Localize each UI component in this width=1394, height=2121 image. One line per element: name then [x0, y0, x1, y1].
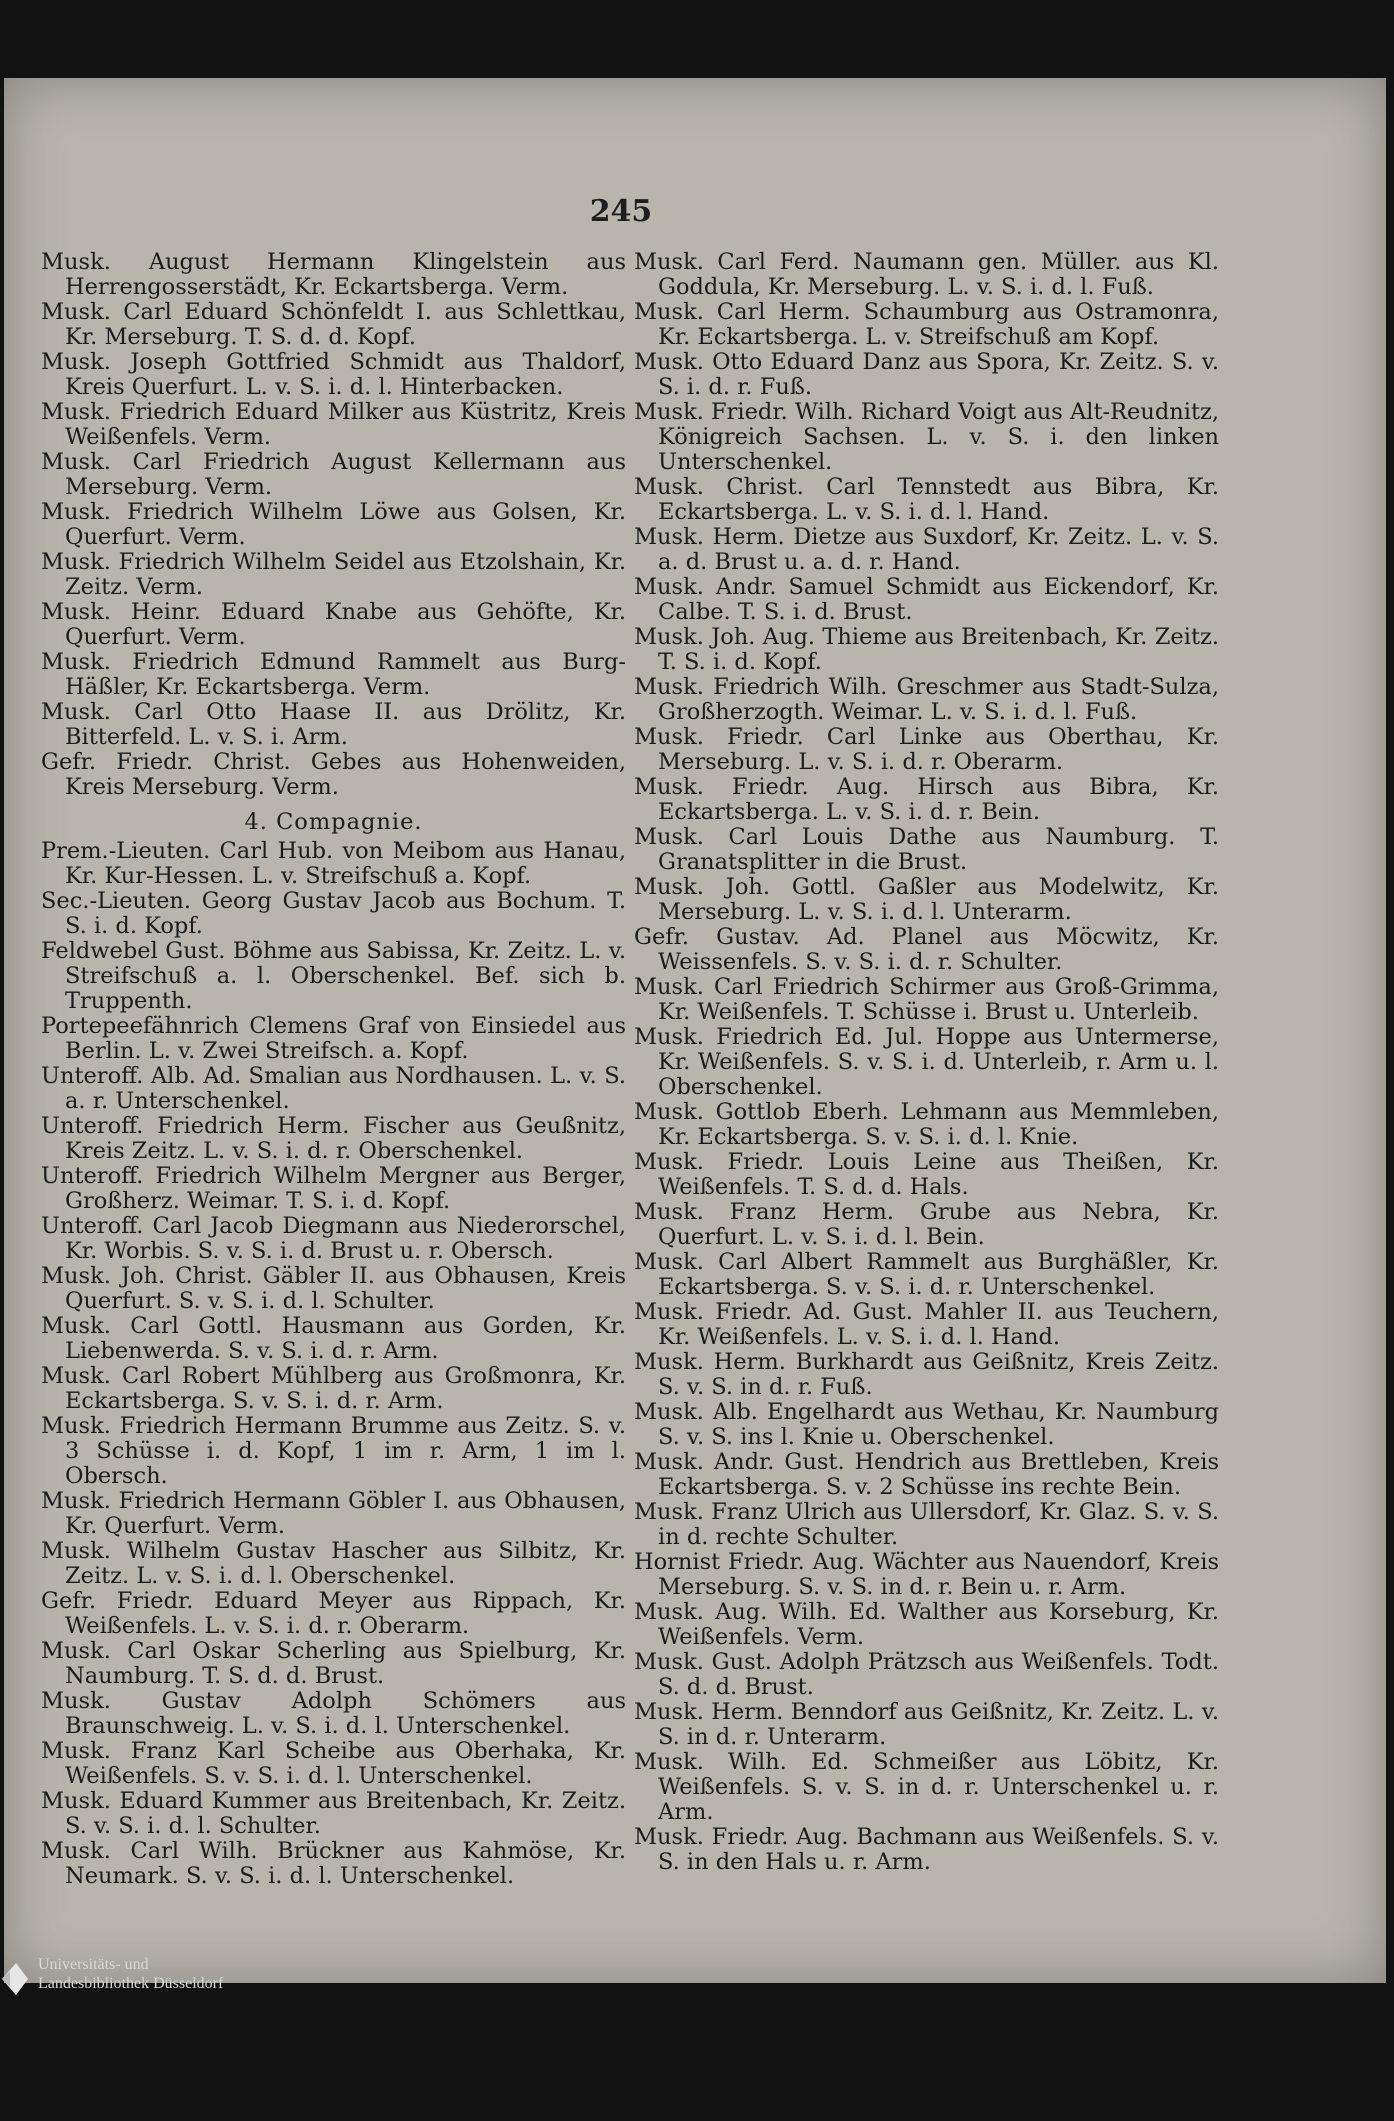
list-item: Musk. Carl Herm. Schaumburg aus Ostramonra, Kr. Eckartsberga. L. v. Streifschuß am Kopf. [634, 299, 1219, 350]
list-item: Musk. Franz Karl Scheibe aus Oberhaka, Kr. Weißenfels. S. v. S. i. d. l. Unterschenkel. [41, 1738, 626, 1789]
list-item: Unteroff. Friedrich Herm. Fischer aus Geußnitz, Kreis Zeitz. L. v. S. i. d. r. Oberschenkel. [41, 1113, 626, 1164]
list-item: Musk. Carl Otto Haase II. aus Drölitz, Kr. Bitterfeld. L. v. S. i. Arm. [41, 699, 626, 750]
list-item: Musk. Friedrich Edmund Rammelt aus Burg-Häßler, Kr. Eckartsberga. Verm. [41, 649, 626, 700]
list-item: Musk. Eduard Kummer aus Breitenbach, Kr. Zeitz. S. v. S. i. d. l. Schulter. [41, 1788, 626, 1839]
list-item: Musk. Joh. Christ. Gäbler II. aus Obhausen, Kreis Querfurt. S. v. S. i. d. l. Schulter. [41, 1263, 626, 1314]
list-item: Musk. Friedrich Hermann Brumme aus Zeitz. S. v. 3 Schüsse i. d. Kopf, 1 im r. Arm, 1 im l. Obersch. [41, 1413, 626, 1489]
list-item: Musk. Friedr. Wilh. Richard Voigt aus Alt-Reudnitz, Königreich Sachsen. L. v. S. i. den linken Unterschenkel. [634, 399, 1219, 475]
list-item: Musk. Carl Albert Rammelt aus Burghäßler, Kr. Eckartsberga. S. v. S. i. d. r. Unterschenkel. [634, 1249, 1219, 1300]
list-item: Musk. Herm. Benndorf aus Geißnitz, Kr. Zeitz. L. v. S. in d. r. Unterarm. [634, 1699, 1219, 1750]
list-item: Musk. Friedr. Carl Linke aus Oberthau, Kr. Merseburg. L. v. S. i. d. r. Oberarm. [634, 724, 1219, 775]
list-item: Gefr. Friedr. Christ. Gebes aus Hohenweiden, Kreis Merseburg. Verm. [41, 749, 626, 800]
list-item: Musk. Carl Wilh. Brückner aus Kahmöse, Kr. Neumark. S. v. S. i. d. l. Unterschenkel. [41, 1838, 626, 1889]
list-item: Musk. Friedrich Eduard Milker aus Küstritz, Kreis Weißenfels. Verm. [41, 399, 626, 450]
list-item: Hornist Friedr. Aug. Wächter aus Nauendorf, Kreis Merseburg. S. v. S. in d. r. Bein u. r. Arm. [634, 1549, 1219, 1600]
list-item: Musk. Friedrich Ed. Jul. Hoppe aus Untermerse, Kr. Weißenfels. S. v. S. i. d. Unterleib, r. Arm u. l. Oberschenkel. [634, 1024, 1219, 1100]
list-item: Musk. Wilh. Ed. Schmeißer aus Löbitz, Kr. Weißenfels. S. v. S. in d. r. Unterschenkel u. r. Arm. [634, 1749, 1219, 1825]
list-item: Musk. Joh. Gottl. Gaßler aus Modelwitz, Kr. Merseburg. L. v. S. i. d. l. Unterarm. [634, 874, 1219, 925]
list-item: Gefr. Friedr. Eduard Meyer aus Rippach, Kr. Weißenfels. L. v. S. i. d. r. Oberarm. [41, 1588, 626, 1639]
library-name-line-1: Universitäts- und [38, 1956, 149, 1973]
list-item: Unteroff. Friedrich Wilhelm Mergner aus Berger, Großherz. Weimar. T. S. i. d. Kopf. [41, 1163, 626, 1214]
list-item: Musk. Carl Oskar Scherling aus Spielburg, Kr. Naumburg. T. S. d. d. Brust. [41, 1638, 626, 1689]
list-item: Musk. Carl Ferd. Naumann gen. Müller. aus Kl. Goddula, Kr. Merseburg. L. v. S. i. d. l. Fuß. [634, 249, 1219, 300]
list-item: Prem.-Lieuten. Carl Hub. von Meibom aus Hanau, Kr. Kur-Hessen. L. v. Streifschuß a. Kopf. [41, 838, 626, 889]
list-item: Unteroff. Alb. Ad. Smalian aus Nordhausen. L. v. S. a. r. Unterschenkel. [41, 1063, 626, 1114]
list-item: Musk. Aug. Wilh. Ed. Walther aus Korseburg, Kr. Weißenfels. Verm. [634, 1599, 1219, 1650]
list-item: Musk. Joh. Aug. Thieme aus Breitenbach, Kr. Zeitz. T. S. i. d. Kopf. [634, 624, 1219, 675]
left-column [41, 250, 626, 1889]
page-number: 245 [589, 194, 653, 229]
list-item: Musk. Franz Ulrich aus Ullersdorf, Kr. Glaz. S. v. S. in d. rechte Schulter. [634, 1499, 1219, 1550]
list-item: Musk. Friedrich Hermann Göbler I. aus Obhausen, Kr. Querfurt. Verm. [41, 1488, 626, 1539]
list-item: Musk. Friedrich Wilh. Greschmer aus Stadt-Sulza, Großherzogth. Weimar. L. v. S. i. d. l. Fuß. [634, 674, 1219, 725]
list-item: Musk. Carl Friedrich Schirmer aus Groß-Grimma, Kr. Weißenfels. T. Schüsse i. Brust u. Unterleib. [634, 974, 1219, 1025]
ulb-logo-icon [0, 1957, 30, 1999]
right-column [634, 250, 1219, 1875]
list-item: Musk. Friedr. Aug. Hirsch aus Bibra, Kr. Eckartsberga. L. v. S. i. d. r. Bein. [634, 774, 1219, 825]
library-watermark [0, 1953, 300, 2013]
list-item: Musk. Heinr. Eduard Knabe aus Gehöfte, Kr. Querfurt. Verm. [41, 599, 626, 650]
list-item: Musk. Friedr. Aug. Bachmann aus Weißenfels. S. v. S. in den Hals u. r. Arm. [634, 1824, 1219, 1875]
list-item: Musk. August Hermann Klingelstein aus Herrengosserstädt, Kr. Eckartsberga. Verm. [41, 249, 626, 300]
library-name-line-2: Landesbibliothek Düsseldorf [38, 1975, 224, 1992]
list-item: Musk. Gottlob Eberh. Lehmann aus Memmleben, Kr. Eckartsberga. S. v. S. i. d. l. Knie. [634, 1099, 1219, 1150]
list-item: Musk. Christ. Carl Tennstedt aus Bibra, Kr. Eckartsberga. L. v. S. i. d. l. Hand. [634, 474, 1219, 525]
section-heading: 4. Compagnie. [244, 809, 423, 835]
list-item: Musk. Carl Friedrich August Kellermann aus Merseburg. Verm. [41, 449, 626, 500]
list-item: Musk. Alb. Engelhardt aus Wethau, Kr. Naumburg S. v. S. ins l. Knie u. Oberschenkel. [634, 1399, 1219, 1450]
list-item: Musk. Andr. Samuel Schmidt aus Eickendorf, Kr. Calbe. T. S. i. d. Brust. [634, 574, 1219, 625]
list-item: Musk. Friedr. Ad. Gust. Mahler II. aus Teuchern, Kr. Weißenfels. L. v. S. i. d. l. Hand. [634, 1299, 1219, 1350]
list-item: Musk. Andr. Gust. Hendrich aus Brettleben, Kreis Eckartsberga. S. v. 2 Schüsse ins rechte Bein. [634, 1449, 1219, 1500]
library-name [38, 1955, 298, 1993]
list-item: Gefr. Gustav. Ad. Planel aus Möcwitz, Kr. Weissenfels. S. v. S. i. d. r. Schulter. [634, 924, 1219, 975]
list-item: Musk. Friedrich Wilhelm Löwe aus Golsen, Kr. Querfurt. Verm. [41, 499, 626, 550]
list-item: Musk. Carl Louis Dathe aus Naumburg. T. Granatsplitter in die Brust. [634, 824, 1219, 875]
list-item: Musk. Gustav Adolph Schömers aus Braunschweig. L. v. S. i. d. l. Unterschenkel. [41, 1688, 626, 1739]
list-item: Musk. Carl Gottl. Hausmann aus Gorden, Kr. Liebenwerda. S. v. S. i. d. r. Arm. [41, 1313, 626, 1364]
list-item: Musk. Carl Robert Mühlberg aus Großmonra, Kr. Eckartsberga. S. v. S. i. d. r. Arm. [41, 1363, 626, 1414]
list-item: Musk. Joseph Gottfried Schmidt aus Thaldorf, Kreis Querfurt. L. v. S. i. d. l. Hinterbacken. [41, 349, 626, 400]
list-item: Unteroff. Carl Jacob Diegmann aus Niederorschel, Kr. Worbis. S. v. S. i. d. Brust u. r. Obersch. [41, 1213, 626, 1264]
list-item: Musk. Otto Eduard Danz aus Spora, Kr. Zeitz. S. v. S. i. d. r. Fuß. [634, 349, 1219, 400]
book-page [4, 78, 1386, 1983]
list-item: Musk. Wilhelm Gustav Hascher aus Silbitz, Kr. Zeitz. L. v. S. i. d. l. Oberschenkel. [41, 1538, 626, 1589]
list-item: Feldwebel Gust. Böhme aus Sabissa, Kr. Zeitz. L. v. Streifschuß a. l. Oberschenkel. Bef. sich b. Truppenth. [41, 938, 626, 1014]
list-item: Musk. Herm. Burkhardt aus Geißnitz, Kreis Zeitz. S. v. S. in d. r. Fuß. [634, 1349, 1219, 1400]
list-item: Portepeefähnrich Clemens Graf von Einsiedel aus Berlin. L. v. Zwei Streifsch. a. Kopf. [41, 1013, 626, 1064]
list-item: Musk. Franz Herm. Grube aus Nebra, Kr. Querfurt. L. v. S. i. d. l. Bein. [634, 1199, 1219, 1250]
list-item: Musk. Herm. Dietze aus Suxdorf, Kr. Zeitz. L. v. S. a. d. Brust u. a. d. r. Hand. [634, 524, 1219, 575]
list-item: Sec.-Lieuten. Georg Gustav Jacob aus Bochum. T. S. i. d. Kopf. [41, 888, 626, 939]
list-item: Musk. Friedrich Wilhelm Seidel aus Etzolshain, Kr. Zeitz. Verm. [41, 549, 626, 600]
list-item: Musk. Friedr. Louis Leine aus Theißen, Kr. Weißenfels. T. S. d. d. Hals. [634, 1149, 1219, 1200]
list-item: Musk. Carl Eduard Schönfeldt I. aus Schlettkau, Kr. Merseburg. T. S. d. d. Kopf. [41, 299, 626, 350]
list-item: Musk. Gust. Adolph Prätzsch aus Weißenfels. Todt. S. d. d. Brust. [634, 1649, 1219, 1700]
